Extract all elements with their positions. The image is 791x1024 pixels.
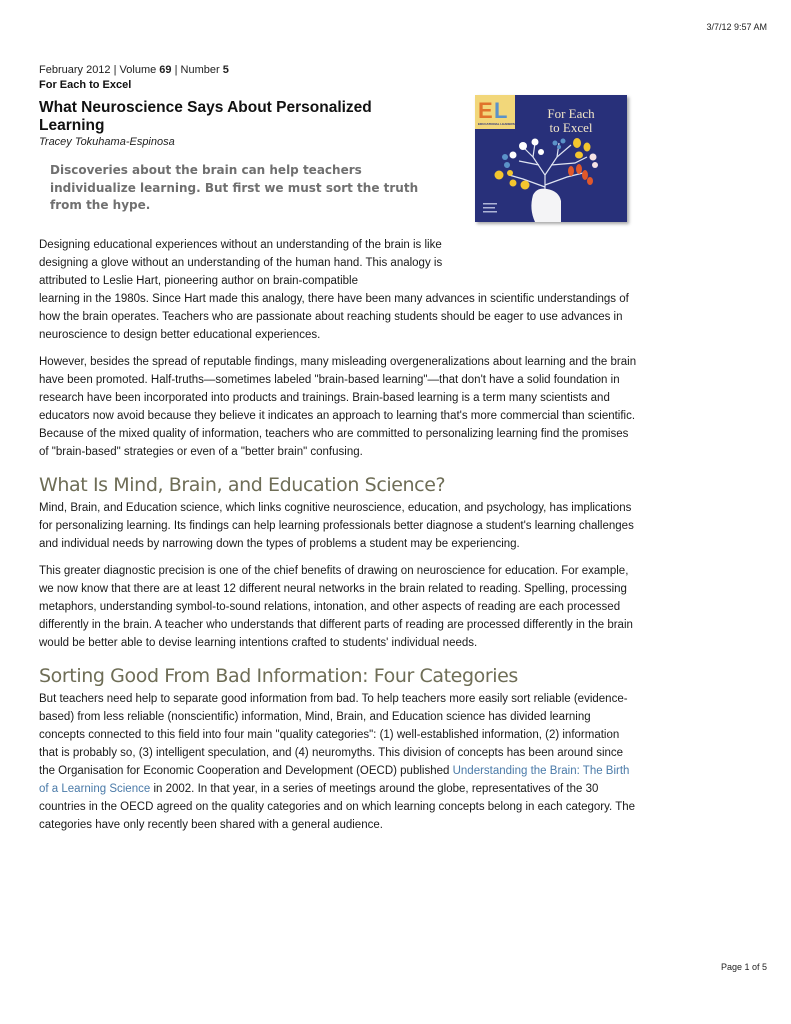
paragraph-text: in 2002. In that year, in a series of meetings around the globe, representatives of the 30 countries in the OECD agreed on the quality categories and on which learning concepts belong in each category. The categories have only recently been shared with a general audience. (39, 782, 636, 831)
article-author: Tracey Tokuhama-Espinosa (39, 136, 175, 148)
paragraph-text: But teachers need help to separate good information from bad. To help teachers more easily sort reliable (evidence-based) from less reliable (nonscientific) information, Mind, Brain, and Education science has divided learning concepts connected to this field into four main "quality categories": (1) well-established information, (2) information that is probably so, (3) intelligent speculation, and (4) neuromyths. This division of concepts has been around since the Organisation for Economic Cooperation and Development (OECD) published (39, 692, 628, 777)
page-number: Page 1 of 5 (720, 962, 767, 972)
el-logo-l: L (494, 98, 508, 123)
body-paragraph (39, 690, 639, 834)
body-paragraph: learning in the 1980s. Since Hart made this analogy, there have been many advances in scientific understandings of how the brain operates. Teachers who are passionate about reaching students should be eager to use advances in neuroscience to design better educational experiences. (39, 292, 629, 341)
body-paragraph: This greater diagnostic precision is one of the chief benefits of drawing on neuroscience for education. For example, we now know that there are at least 12 different neural networks in the brain related to reading. Spelling, processing metaphors, understanding symbol-to-sound relations, intonation, and other aspects of reading are each processed differently in the brain. A teacher who understands that different parts of reading are processed differently in the brain would be better able to devise learning intentions crafted to students' individual needs. (39, 564, 633, 649)
volume-number: 69 (159, 64, 172, 76)
issue-number: 5 (222, 64, 229, 76)
article-deck: Discoveries about the brain can help teachers individualize learning. But first we must sort the truth from the hype. (50, 163, 419, 212)
issue-separator: | (171, 64, 181, 76)
issue-date: February 2012 (39, 64, 111, 76)
issue-separator: | (110, 64, 120, 76)
number-label: Number (180, 64, 223, 76)
cover-title-line1: For Each (547, 106, 595, 121)
oecd-report-link[interactable]: Understanding the Brain: The Birth of a Learning Science (39, 764, 630, 795)
el-logo-subtitle: EDUCATIONAL LEADERSHIP (478, 122, 520, 126)
section-heading: What Is Mind, Brain, and Education Science? (39, 473, 446, 496)
issue-info (39, 63, 639, 78)
issue-theme: For Each to Excel (39, 79, 132, 91)
volume-label: Volume (119, 64, 160, 76)
el-logo-e: E (478, 98, 493, 123)
body-paragraph: Mind, Brain, and Education science, which links cognitive neuroscience, education, and psychology, has implications for personalizing learning. Its findings can help learning professionals better diagnose a student's learning challenges and individual needs by narrowing down the types of problems a student may be experiencing. (39, 501, 634, 550)
article-content (39, 63, 639, 834)
article-title: What Neuroscience Says About Personalized Learning (39, 99, 372, 134)
body-paragraph: Designing educational experiences without an understanding of the brain is like designing a glove without an understanding of the human hand. This analogy is attributed to Leslie Hart, pioneering author on brain-compatible (39, 238, 443, 287)
body-paragraph: However, besides the spread of reputable findings, many misleading overgeneralizations about learning and the brain have been promoted. Half-truths—sometimes labeled "brain-based learning"—that don't have a solid foundation in research have been incorporated into products and trainings. Brain-based learning is a term many scientists and educators now avoid because they believe it indicates an approach to learning that's more commercial than scientific. Because of the mixed quality of information, teachers who are committed to personalizing learning find the promises of "brain-based" strategies or even of a "better brain" confusing. (39, 355, 637, 458)
print-timestamp: 3/7/12 9:57 AM (706, 22, 767, 32)
cover-title-line2: to Excel (549, 120, 593, 135)
section-heading: Sorting Good From Bad Information: Four Categories (39, 664, 518, 687)
